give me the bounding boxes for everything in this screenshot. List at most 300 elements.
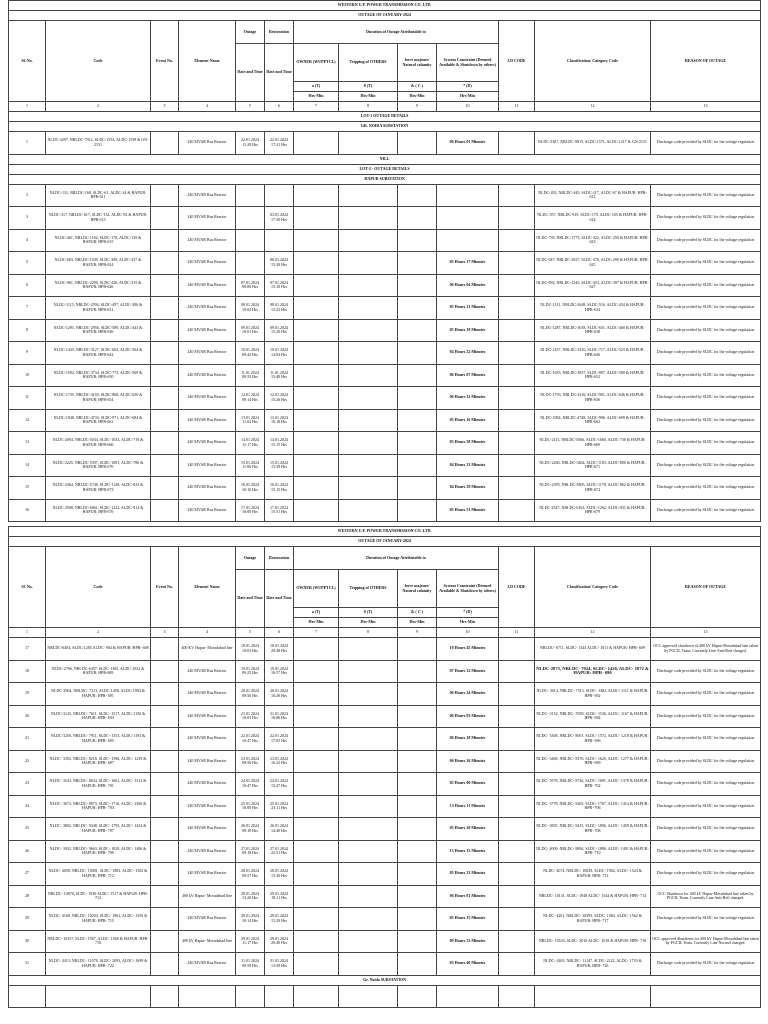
element-name-cell: 240 MVAR Bus Reactor <box>179 795 236 818</box>
reason-cell: Discharge code provided by SLDC for the voltage regulation <box>651 184 761 207</box>
tripping-others-cell <box>339 207 398 230</box>
tripping-others-cell <box>339 660 398 683</box>
reason-cell: Discharge code provided by SLDC for the voltage regulation <box>651 953 761 976</box>
element-name-cell: 400 kV Hapur- Moradabad line <box>179 930 236 953</box>
force-majeure-cell <box>398 184 437 207</box>
col-number: 6 <box>265 102 294 112</box>
tripping-others-cell <box>339 319 398 342</box>
header-hrs-min: Hrs-Min <box>294 618 339 628</box>
header-restoration: Restoration <box>265 21 294 44</box>
sl-no-cell: 27 <box>9 863 46 886</box>
element-name-cell: 240 MVAR Bus Reactor <box>179 319 236 342</box>
classification-cell: NLDC-283, NRLDC-445, SLDC-117, ALDC-67 & HAPUR: HPR-612 <box>535 184 651 207</box>
restoration-time-cell: 25.01.2024 23:11 Hrs <box>265 795 294 818</box>
header-hrs-min: Hrs-Min <box>437 618 499 628</box>
ld-code-cell <box>499 638 535 661</box>
outage-time-cell: 31.01.2024 09:59 Hrs <box>236 953 265 976</box>
restoration-time-cell: 12.01.2024 15:26 Hrs <box>265 387 294 410</box>
header-event-no: Event No. <box>151 547 179 628</box>
restoration-time-cell: 10.01.2024 14:04 Hrs <box>265 342 294 365</box>
restoration-time-cell: 21.01.2024 16:06 Hrs <box>265 705 294 728</box>
element-name-cell: 240 MVAR Bus Reactor <box>179 705 236 728</box>
outage-row <box>9 953 761 976</box>
reason-cell: Discharge code provided by SLDC for the voltage regulation <box>651 342 761 365</box>
header-tripping-others: Tripping of OTHERS <box>339 570 398 608</box>
classification-cell: NLDC-2547, NRLDC-6163, SLDC-1262, ALDC-931 & HAPUR: HPR-679 <box>535 499 651 522</box>
ld-code-cell <box>499 773 535 796</box>
reason-cell: Discharge code provided by SLDC for the voltage regulation <box>651 795 761 818</box>
owner-duration-cell <box>294 207 339 230</box>
col-number: 2 <box>46 628 151 638</box>
element-name-cell: 240 MVAR Bus Reactor <box>179 728 236 751</box>
classification-cell: NRLDC- 10131, SLDC- 1948 ALDC- 1544 & HAPUR: HPR- 714 <box>535 885 651 908</box>
ld-code-cell <box>499 432 535 455</box>
classification-cell: NLDC-357, NRLDC-919, SLDC-179, ALDC-105 & HAPUR: HPR-614 <box>535 207 651 230</box>
header-hrs-min: Hrs-Min <box>339 618 398 628</box>
owner-duration-cell <box>294 863 339 886</box>
header-sl-no: Sl. No. <box>9 21 46 102</box>
code-cell: NLDC-317, NRLDC-617, SLDC-134, ALDC-92 & HAPUR: HPR-613 <box>46 207 151 230</box>
system-constraint-duration-cell <box>437 229 499 252</box>
restoration-time-cell: 06.01.2024 15:28 Hrs <box>265 252 294 275</box>
element-name-cell: 240 MVAR Bus Reactor <box>179 953 236 976</box>
system-constraint-duration-cell: 06 Hours 01 Minutes <box>437 885 499 908</box>
classification-cell: NLDC- 3578, NRLDC- 8726, SLDC- 1681, ALDC- 1378 & HAPUR: HPR- 702 <box>535 773 651 796</box>
outage-time-cell: 09.01.2024 10:01 Hrs <box>236 319 265 342</box>
classification-cell: NLDC- 3778, NRLDC- 9265, SLDC- 1767, ALDC- 1414 & HAPUR: HPR- 706 <box>535 795 651 818</box>
reason-cell: Discharge code provided by SLDC for the voltage regulation <box>651 297 761 320</box>
event-no-cell <box>151 184 179 207</box>
col-number: 5 <box>236 102 265 112</box>
outage-time-cell: 12.01.2024 09:14 Hrs <box>236 387 265 410</box>
system-constraint-duration-cell: 04 Hours 33 Minutes <box>437 454 499 477</box>
outage-time-cell: 07.01.2024 09:06 Hrs <box>236 274 265 297</box>
owner-duration-cell <box>294 638 339 661</box>
section-nill: NILL <box>9 154 761 164</box>
restoration-time-cell: 28.01.2024 15:30 Hrs <box>265 863 294 886</box>
system-constraint-duration-cell: 05 Hours 00 Minutes <box>437 773 499 796</box>
outage-time-cell: 26.01.2024 09:10 Hrs <box>236 818 265 841</box>
code-cell: NLDC-1291, NRLDC-2956, SLDC-589, ALDC-443 & HAPUR: HPR-636 <box>46 319 151 342</box>
classification-cell: NLDC- 4074, NRLDC- 10029, SLDC- 1902, ALDC- 1524 & HAPUR: HPR- 713 <box>535 863 651 886</box>
owner-duration-cell <box>294 132 339 155</box>
restoration-time-cell: 22.01.2024 17:21 Hrs <box>265 132 294 155</box>
header-duration-group: Duration of Outage Attributable to <box>294 547 499 570</box>
event-no-cell <box>151 683 179 706</box>
tripping-others-cell <box>339 930 398 953</box>
sl-no-cell: 1 <box>9 132 46 155</box>
tripping-others-cell <box>339 432 398 455</box>
ld-code-cell <box>499 364 535 387</box>
code-cell: NLDC- 3802, NRLDC- 9348, SLDC- 1795, ALDC- 1434 & HAPUR: HPR- 707 <box>46 818 151 841</box>
tripping-others-cell <box>339 364 398 387</box>
system-constraint-duration-cell: 13 Hours 33 Minutes <box>437 840 499 863</box>
system-constraint-duration-cell: 05 Hours 16 Minutes <box>437 409 499 432</box>
system-constraint-duration-cell: 04 Hours 22 Minutes <box>437 342 499 365</box>
event-no-cell <box>151 953 179 976</box>
header-tripping-others: Tripping of OTHERS <box>339 44 398 82</box>
element-name-cell: 240 MVAR Bus Reactor <box>179 387 236 410</box>
header-hrs-min: Hrs-Min <box>339 92 398 102</box>
event-no-cell <box>151 750 179 773</box>
outage-row <box>9 930 761 953</box>
system-constraint-duration-cell: 06 Hours 26 Minutes <box>437 750 499 773</box>
outage-time-cell: 13.01.2024 11:02 Hrs <box>236 409 265 432</box>
code-cell: NLDC- 3543, NRLDC- 8634, SLDC- 1661, ALDC- 1312 & HAPUR: HPR- 701 <box>46 773 151 796</box>
reason-cell: OCC approved shutdown of 400 kV Hapur-Moradabad line taken by PGCIL Team. Currently Line Anti-Reif charged. <box>651 638 761 661</box>
owner-duration-cell <box>294 660 339 683</box>
outage-time-cell: 27.01.2024 09:18 Hrs <box>236 840 265 863</box>
restoration-time-cell: 29.01.2024 15:29 Hrs <box>265 908 294 931</box>
sl-no-cell: 23 <box>9 773 46 796</box>
outage-time-cell: 28.01.2024 09:57 Hrs <box>236 863 265 886</box>
tripping-others-cell <box>339 705 398 728</box>
restoration-time-cell: 18.01.2024 20:48 Hrs <box>265 638 294 661</box>
code-cell: NLDC- 4413, NRLDC- 11078, SLDC- 2093, ALDC- 1699 & HAPUR: HPR- 722 <box>46 953 151 976</box>
header-sl-no: Sl. No. <box>9 547 46 628</box>
sl-no-cell: 2 <box>9 184 46 207</box>
event-no-cell <box>151 705 179 728</box>
reason-cell: Discharge code provided by SLDC for the voltage regulation <box>651 773 761 796</box>
restoration-time-cell <box>265 184 294 207</box>
force-majeure-cell <box>398 908 437 931</box>
code-cell: NLDC-1582, NRLDC-3734, SLDC-775, ALDC-569 & HAPUR: HPR-650 <box>46 364 151 387</box>
owner-duration-cell <box>294 319 339 342</box>
element-name-cell: 240 MVAR Bus Reactor <box>179 683 236 706</box>
ld-code-cell <box>499 499 535 522</box>
ld-code-cell <box>499 908 535 931</box>
reason-cell: Discharge code provided by SLDC for the voltage regulation <box>651 499 761 522</box>
col-number: 5 <box>236 628 265 638</box>
outage-row <box>9 274 761 297</box>
element-name-cell: 400 KV Hapur- Moradabad line <box>179 638 236 661</box>
system-constraint-duration-cell <box>437 184 499 207</box>
element-name-cell: 240 MVAR Bus Reactor <box>179 297 236 320</box>
ld-code-cell <box>499 863 535 886</box>
sl-no-cell: 3 <box>9 207 46 230</box>
code-cell: NLDC- 3673, NRLDC- 8973, SLDC- 1716, ALDC- 1368 & HAPUR: HPR- 703 <box>46 795 151 818</box>
section-lot-1: LOT-1 OUTAGE DETAILS <box>9 112 761 122</box>
classification-cell: NLDC-2113, NRLDC-5066, SLDC-1060, ALDC-730 & HAPUR: HPR-669 <box>535 432 651 455</box>
sl-no-cell: 29 <box>9 908 46 931</box>
reason-cell: Discharge code provided by SLDC for the voltage regulation <box>651 818 761 841</box>
outage-row <box>9 840 761 863</box>
sl-no-cell: 6 <box>9 274 46 297</box>
code-cell: NLDC-1948, NRLDC-4733, SLDC-971, ALDC-684 & HAPUR: HPR-661 <box>46 409 151 432</box>
restoration-time-cell: 24.01.2024 15:47 Hrs <box>265 773 294 796</box>
header-restoration-date-time: Date and Time <box>265 44 294 102</box>
code-cell: NLDC-2964, NRLDC- 7213, SLDC-1458, ALDC-1094 & HAPUR: HPR- 691 <box>46 683 151 706</box>
tripping-others-cell <box>339 953 398 976</box>
sl-no-cell: 16 <box>9 499 46 522</box>
code-cell: NLDC-3297, NRLDC-7912, SLDC-1554, ALDC-1558 & GN-2151 <box>46 132 151 155</box>
element-name-cell: 240 MVAR Bus Reactor <box>179 409 236 432</box>
element-name-cell: 240 MVAR Bus Reactor <box>179 132 236 155</box>
classification-cell: NLDC- 3835, NRLDC- 9415, SLDC- 1806, ALDC- 1459 & HAPUR: HPR- 708 <box>535 818 651 841</box>
owner-duration-cell <box>294 454 339 477</box>
ld-code-cell <box>499 132 535 155</box>
col-number: 13 <box>651 102 761 112</box>
ld-code-cell <box>499 818 535 841</box>
restoration-time-cell: 20.01.2024 16:20 Hrs <box>265 683 294 706</box>
force-majeure-cell <box>398 132 437 155</box>
outage-time-cell: 08.01.2024 10:02 Hrs <box>236 297 265 320</box>
system-constraint-duration-cell: 04 Hours 59 Minutes <box>437 477 499 500</box>
system-constraint-duration-cell: 13 Hours 11 Minutes <box>437 795 499 818</box>
code-cell: NLDC- 4058, NRLDC- 10001, SLDC- 1883, ALDC- 1502 & HAPUR: HPR- 712 <box>46 863 151 886</box>
system-constraint-duration-cell: 06 Hours 07 Minutes <box>437 364 499 387</box>
header-duration-group: Duration of Outage Attributable to <box>294 21 499 44</box>
force-majeure-cell <box>398 477 437 500</box>
force-majeure-cell <box>398 274 437 297</box>
restoration-time-cell: 07.01.2024 15:10 Hrs <box>265 274 294 297</box>
restoration-time-cell: 19.01.2024 16:57 Hrs <box>265 660 294 683</box>
owner-duration-cell <box>294 840 339 863</box>
force-majeure-cell <box>398 750 437 773</box>
header-d-t: * (D) <box>437 82 499 92</box>
classification-cell: NLDC-2875, NRLDC- 7024, SLDC- 1426, ALDC- 1072 & HAPUR: HPR- 690 <box>535 660 651 683</box>
event-no-cell <box>151 454 179 477</box>
outage-time-cell: 15.01.2024 11:06 Hrs <box>236 454 265 477</box>
force-majeure-cell <box>398 638 437 661</box>
ld-code-cell <box>499 387 535 410</box>
col-number: 13 <box>651 628 761 638</box>
col-number: 1 <box>9 628 46 638</box>
restoration-time-cell: 17.01.2024 15:51 Hrs <box>265 499 294 522</box>
event-no-cell <box>151 132 179 155</box>
column-number-row <box>9 628 761 638</box>
element-name-cell: 240 MVAR Bus Reactor <box>179 252 236 275</box>
owner-duration-cell <box>294 432 339 455</box>
element-name-cell: 240 MVAR Bus Reactor <box>179 840 236 863</box>
header-ld-code: LD CODE <box>499 21 535 102</box>
system-constraint-duration-cell <box>437 207 499 230</box>
outage-time-cell: 20.01.2024 09:56 Hrs <box>236 683 265 706</box>
event-no-cell <box>151 660 179 683</box>
header-c-t: & ( C ) <box>398 82 437 92</box>
sl-no-cell: 13 <box>9 432 46 455</box>
element-name-cell: 240 MVAR Bus Reactor <box>179 432 236 455</box>
ld-code-cell <box>499 229 535 252</box>
reason-cell: Discharge code provided by SLDC for the voltage regulation <box>651 908 761 931</box>
event-no-cell <box>151 207 179 230</box>
ld-code-cell <box>499 252 535 275</box>
event-no-cell <box>151 930 179 953</box>
owner-duration-cell <box>294 795 339 818</box>
force-majeure-cell <box>398 207 437 230</box>
code-cell: NRLDC- 10070, SLDC- 1920 ALDC- 1517 & HAPUR: HPR- 712 <box>46 885 151 908</box>
code-cell: NLDC-2094, NRLDC-5034, SLDC-1033, ALDC-719 & HAPUR: HPR-666 <box>46 432 151 455</box>
reason-cell: Discharge code provided by SLDC for the voltage regulation <box>651 229 761 252</box>
force-majeure-cell <box>398 319 437 342</box>
restoration-time-cell: 31.01.2024 13:39 Hrs <box>265 953 294 976</box>
classification-cell: NLDC-947, NRLDC-2827, SLDC-376, ALDC-290 & HAPUR: HPR-625 <box>535 252 651 275</box>
force-majeure-cell <box>398 773 437 796</box>
sl-no-cell: 19 <box>9 683 46 706</box>
owner-duration-cell <box>294 229 339 252</box>
col-number: 10 <box>437 628 499 638</box>
sl-no-cell: 7 <box>9 297 46 320</box>
event-no-cell <box>151 773 179 796</box>
event-no-cell <box>151 319 179 342</box>
classification-cell: NLDC- 3152, NRLDC- 7659, SLDC- 1526, ALDC- 1167 & HAPUR: HPR- 694 <box>535 705 651 728</box>
tripping-others-cell <box>339 908 398 931</box>
ld-code-cell <box>499 207 535 230</box>
force-majeure-cell <box>398 705 437 728</box>
classification-cell: NLDC-739, NRLDC-1773, SLDC-322, ALDC-250 & HAPUR: HPR-623 <box>535 229 651 252</box>
header-a-t: a (T) <box>294 82 339 92</box>
sl-no-cell: 28 <box>9 885 46 908</box>
outage-time-cell: 18.01.2024 10:03 Hrs <box>236 638 265 661</box>
element-name-cell: 400 kV Hapur- Moradabad line <box>179 885 236 908</box>
outage-time-cell: 17.01.2024 10:00 Hrs <box>236 499 265 522</box>
col-number: 3 <box>151 628 179 638</box>
event-no-cell <box>151 252 179 275</box>
reason-cell: Discharge code provided by SLDC for the voltage regulation <box>651 728 761 751</box>
ld-code-cell <box>499 274 535 297</box>
code-cell: NLDC-3125, NRLDC- 7611, SLDC- 1517, ALDC-1156 & HAPUR: HPR- 693 <box>46 705 151 728</box>
header-classification: Classification/ Category Code <box>535 547 651 628</box>
header-force-majeure: force majeure/ Natural calamity <box>398 570 437 608</box>
owner-duration-cell <box>294 342 339 365</box>
system-constraint-duration-cell: 05 Hours 15 Minutes <box>437 908 499 931</box>
force-majeure-cell <box>398 387 437 410</box>
system-constraint-duration-cell: 05 Hours 30 Minutes <box>437 818 499 841</box>
owner-duration-cell <box>294 683 339 706</box>
header-o-t: θ (T) <box>339 608 398 618</box>
system-constraint-duration-cell: 06 Hours 12 Minutes <box>437 387 499 410</box>
system-constraint-duration-cell: 10 Hours 45 Minutes <box>437 638 499 661</box>
system-constraint-duration-cell: 05 Hours 19 Minutes <box>437 319 499 342</box>
col-number: 10 <box>437 102 499 112</box>
outage-row <box>9 319 761 342</box>
outage-time-cell: 25.01.2024 10:00 Hrs <box>236 795 265 818</box>
restoration-time-cell: 27.01.2024 22:51 Hrs <box>265 840 294 863</box>
force-majeure-cell <box>398 499 437 522</box>
force-majeure-cell <box>398 818 437 841</box>
tripping-others-cell <box>339 409 398 432</box>
ld-code-cell <box>499 477 535 500</box>
outage-row <box>9 432 761 455</box>
event-no-cell <box>151 342 179 365</box>
classification-cell: NRLDC- 6711, SLDC- 1344 ALDC- 1011 & HAPUR: HPR- 609 <box>535 638 651 661</box>
sl-no-cell: 15 <box>9 477 46 500</box>
force-majeure-cell <box>398 409 437 432</box>
tripping-others-cell <box>339 795 398 818</box>
owner-duration-cell <box>294 387 339 410</box>
restoration-time-cell: 29.01.2024 19:11 Hrs <box>265 885 294 908</box>
ld-code-cell <box>499 319 535 342</box>
force-majeure-cell <box>398 454 437 477</box>
element-name-cell: 240 MVAR Bus Reactor <box>179 342 236 365</box>
system-constraint-duration-cell: 06 Hours 04 Minutes <box>437 274 499 297</box>
owner-duration-cell <box>294 274 339 297</box>
outage-time-cell <box>236 252 265 275</box>
outage-row <box>9 728 761 751</box>
tripping-others-cell <box>339 818 398 841</box>
outage-row <box>9 207 761 230</box>
outage-row <box>9 773 761 796</box>
outage-row <box>9 499 761 522</box>
reason-cell: OCC Shutdown for 400 kV Hapur-Moradabad line taken by PGCIL Team. Currently Line Anti-Reif charged. <box>651 885 761 908</box>
reason-cell: OCC approved Shutdown for 400 kV Hapur-Moradabad line taken by PGCIL Team. Currently Line Normal charged. <box>651 930 761 953</box>
classification-cell: NLDC- 3014, NRLDC- 7313, SLDC- 1482, ALDC- 1111 & HAPUR: HPR- 692 <box>535 683 651 706</box>
header-owner: OWNER (WUPPTCL) <box>294 570 339 608</box>
event-no-cell <box>151 728 179 751</box>
ld-code-cell <box>499 409 535 432</box>
col-number: 12 <box>535 628 651 638</box>
column-number-row <box>9 102 761 112</box>
classification-cell: NLDC-1793, NRLDC-4116, SLDC-901, ALDC-646 & HAPUR: HPR-656 <box>535 387 651 410</box>
col-number: 11 <box>499 628 535 638</box>
sl-no-cell: 11 <box>9 387 46 410</box>
tripping-others-cell <box>339 728 398 751</box>
col-number: 4 <box>179 102 236 112</box>
tripping-others-cell <box>339 184 398 207</box>
col-number: 7 <box>294 628 339 638</box>
sl-no-cell: 4 <box>9 229 46 252</box>
col-number: 8 <box>339 102 398 112</box>
outage-time-cell: 21.01.2024 10:03 Hrs <box>236 705 265 728</box>
sl-no-cell: 26 <box>9 840 46 863</box>
outage-row <box>9 660 761 683</box>
event-no-cell <box>151 274 179 297</box>
element-name-cell: 240 MVAR Bus Reactor <box>179 454 236 477</box>
classification-cell: NLDC-1131, NRLDC-2648, SLDC-516, ALDC-434 & HAPUR: HPR-634 <box>535 297 651 320</box>
col-number: 9 <box>398 628 437 638</box>
outage-row <box>9 184 761 207</box>
company-title: WESTERN U.P. POWER TRANSMISSION CO. LTD. <box>9 527 761 537</box>
col-number: 11 <box>499 102 535 112</box>
tripping-others-cell <box>339 863 398 886</box>
col-number: 4 <box>179 628 236 638</box>
reason-cell: Discharge code provided by SLDC for the voltage regulation <box>651 477 761 500</box>
code-cell: NRLDC- 10357, SLDC- 1967, ALDC- 1568 & HAPUR: HPR- 716 <box>46 930 151 953</box>
ld-code-cell <box>499 840 535 863</box>
section-gr-noida-2: Gr. Noida SUBSTATION <box>9 975 761 985</box>
system-constraint-duration-cell: 06 Hours 24 Minutes <box>437 683 499 706</box>
col-number: 9 <box>398 102 437 112</box>
outage-time-cell: 11.01.2024 09:33 Hrs <box>236 364 265 387</box>
restoration-time-cell: 22.01.2024 17:05 Hrs <box>265 728 294 751</box>
reason-cell: Discharge code provided by SLDC for the voltage regulation <box>651 319 761 342</box>
reason-cell: Discharge code provided by SLDC for the voltage regulation <box>651 409 761 432</box>
ld-code-cell <box>499 953 535 976</box>
ld-code-cell <box>499 750 535 773</box>
restoration-time-cell: 11.01.2024 15:40 Hrs <box>265 364 294 387</box>
outage-time-cell: 22.01.2024 10:47 Hrs <box>236 728 265 751</box>
classification-cell: NLDC-992, NRLDC-2345, SLDC-453, ALDC-397 & HAPUR: HPR-627 <box>535 274 651 297</box>
force-majeure-cell <box>398 930 437 953</box>
code-cell: NLDC- 3392, NRLDC- 8218, SLDC- 1596, ALDC- 1239 & HAPUR: HPR- 697 <box>46 750 151 773</box>
force-majeure-cell <box>398 660 437 683</box>
outage-time-cell: 29.01.2024 11:17 Hrs <box>236 930 265 953</box>
sl-no-cell: 14 <box>9 454 46 477</box>
header-outage: Outage <box>236 547 265 570</box>
event-no-cell <box>151 908 179 931</box>
force-majeure-cell <box>398 252 437 275</box>
event-no-cell <box>151 387 179 410</box>
classification-cell: NLDC- 4201, NRLDC- 10393, SLDC- 1984, ALDC- 1562 & HAPUR: HPR- 717 <box>535 908 651 931</box>
header-force-majeure: force majeure/ Natural calamity <box>398 44 437 82</box>
sl-no-cell: 9 <box>9 342 46 365</box>
header-element-name: Element Name <box>179 21 236 102</box>
owner-duration-cell <box>294 252 339 275</box>
event-no-cell <box>151 818 179 841</box>
outage-row <box>9 387 761 410</box>
classification-cell: NLDC-1287, NRLDC-3018, SLDC-631, ALDC-460 & HAPUR: HPR-638 <box>535 319 651 342</box>
force-majeure-cell <box>398 840 437 863</box>
